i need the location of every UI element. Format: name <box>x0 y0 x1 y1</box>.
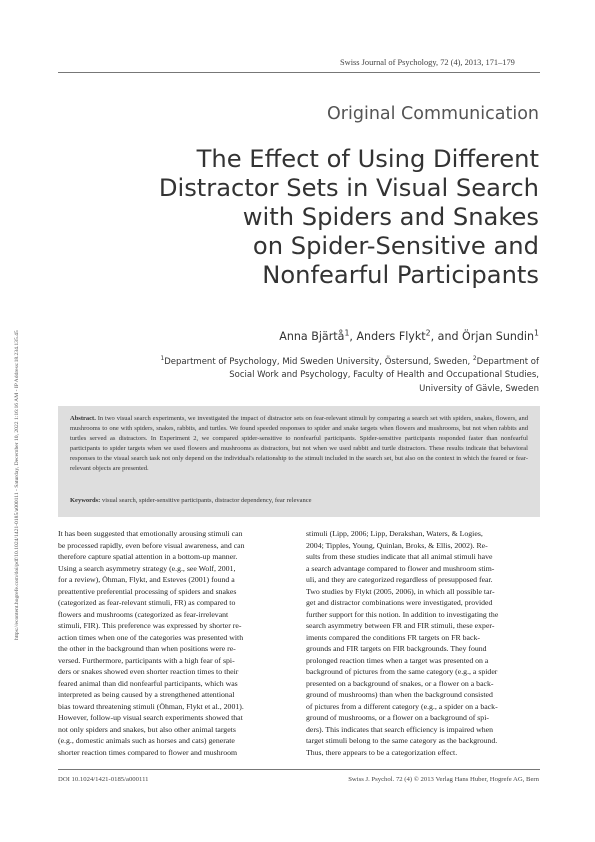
affiliation-line: University of Gävle, Sweden <box>419 383 539 394</box>
keywords-text: visual search, spider-sensitive participants, distractor dependency, fear relevance <box>101 497 312 504</box>
affiliations <box>109 356 539 396</box>
body-line: However, follow-up visual search experiments showed that <box>58 713 243 722</box>
body-line: ders or snakes showed even shorter reaction times to their <box>58 667 239 676</box>
header-rule <box>58 72 540 73</box>
body-line: Thus, there appears to be a categorization effect. <box>306 747 458 757</box>
body-line: interpreted as being caused by a strengthened attentional <box>58 690 235 699</box>
author-name: Anders Flykt <box>356 330 426 343</box>
author-separator: , <box>349 330 357 343</box>
body-line: feared animal than did nonfearful participants, which was <box>58 678 238 688</box>
body-line: (categorized as fear-relevant stimuli, FR) as compared to <box>58 598 236 607</box>
body-line: further support for this notion. In addition to investigating the <box>306 609 499 619</box>
body-line: not only spiders and snakes, but also other animal targets <box>58 724 236 734</box>
body-line: 2004; Tipples, Young, Quinlan, Broks, & Ellis, 2002). Re- <box>306 540 488 550</box>
body-line: get and distractor combinations were investigated, provided <box>306 598 493 607</box>
body-line: bias toward threatening stimuli (Öhman, Flykt et al., 2001). <box>58 701 244 711</box>
affiliation-line: Social Work and Psychology, Faculty of Health and Occupational Studies, <box>229 370 539 381</box>
body-line: a search advantage compared to flower and mushroom stim- <box>306 563 495 573</box>
body-line: target stimuli belong to the same category as the background. <box>306 736 498 745</box>
body-line: Using a search asymmetry strategy (e.g., see Wolf, 2001, <box>58 563 236 573</box>
keywords-label: Keywords: <box>70 497 101 504</box>
title-line: The Effect of Using Different <box>196 145 539 173</box>
title-line: Distractor Sets in Visual Search <box>158 174 539 202</box>
affil-text: Department of <box>476 357 539 367</box>
author-affil-marker: 1 <box>344 328 350 338</box>
body-line: grounds and FIR targets on FIR backgrounds. They found <box>306 644 487 653</box>
keywords <box>70 497 528 504</box>
body-line: versed. Furthermore, participants with a high fear of spi- <box>58 655 235 665</box>
abstract <box>70 414 528 474</box>
body-line: for a review), Öhman, Flykt, and Esteves (2001) found a <box>58 575 235 584</box>
affil-marker: 1 <box>160 355 165 363</box>
affil-marker: 2 <box>472 355 477 363</box>
body-line: be processed rapidly, even before visual awareness, and can <box>58 540 245 550</box>
abstract-text: In two visual search experiments, we investigated the impact of distractor sets on fear-relevant stimuli by comparing a search set with spiders, snakes, flowers, and mushrooms to one with spiders, snakes, rabbits, and turtles. We found speeded responses to spider and snake targets when flowers and mushrooms, but not when rabbits and turtles served as distractors. In Experiment 2, we compared spider-sensitive to nonfearful participants. Spider-sensitive participants responded faster than nonfearful participants to spider targets when we used flowers and mushrooms as distractors, but not when we used rabbit and turtle distractors. These results indicate that behavioral responses to the visual search task not only depend on the individual's relationship to the stimuli included in the search set, but also on the context in which the feared or fear-relevant objects are presented. <box>70 415 529 472</box>
body-line: preattentive preferential processing of spiders and snakes <box>58 586 237 596</box>
body-line: flowers and mushrooms (categorized as fear-irrelevant <box>58 609 229 619</box>
title-line: with Spiders and Snakes <box>242 203 539 231</box>
body-line: sults from these studies indicate that all animal stimuli have <box>306 552 493 561</box>
abstract-label: Abstract. <box>70 415 96 422</box>
body-line: search asymmetry between FR and FIR stimuli, these exper- <box>306 621 495 630</box>
download-watermark <box>4 190 20 640</box>
body-line: stimuli, FIR). This preference was expressed by shorter re- <box>58 621 242 630</box>
title-line: Nonfearful Participants <box>262 261 539 289</box>
body-line: Two studies by Flykt (2005, 2006), in which all possible tar- <box>306 586 495 596</box>
body-line: ground of mushrooms, or a flower on a background of spi- <box>306 713 489 722</box>
body-column-left <box>58 528 287 758</box>
body-line: of pictures from a different category (e.g., a spider on a back- <box>306 701 498 711</box>
body-line: ders). This indicates that search efficiency is impaired when <box>306 724 493 734</box>
body-line: therefore capture spatial attention in a bottom-up manner. <box>58 552 238 561</box>
article-title <box>99 145 539 290</box>
body-line: (e.g., domestic animals such as horses and cats) generate <box>58 736 235 745</box>
body-line: prolonged reaction times when a target was presented on a <box>306 655 489 665</box>
body-line: stimuli (Lipp, 2006; Lipp, Derakshan, Waters, & Logies, <box>306 529 483 538</box>
journal-header: Swiss Journal of Psychology, 72 (4), 2013, 171–179 <box>340 58 515 67</box>
body-line: background of pictures from the same category (e.g., a spider <box>306 667 498 676</box>
body-line: iments compared the conditions FR targets on FR back- <box>306 632 480 642</box>
copyright: Swiss J. Psychol. 72 (4) © 2013 Verlag Hans Huber, Hogrefe AG, Bern <box>348 776 539 783</box>
body-line: It has been suggested that emotionally arousing stimuli can <box>58 529 243 538</box>
author-list <box>279 330 539 343</box>
affiliation-line <box>109 356 539 369</box>
author-affil-marker: 1 <box>534 328 539 338</box>
body-line: shorter reaction times compared to flower and mushroom <box>58 747 238 757</box>
title-line: on Spider-Sensitive and <box>252 232 539 260</box>
affil-text: Department of Psychology, Mid Sweden University, Östersund, Sweden, <box>164 357 473 367</box>
body-line: ground of mushrooms) than when the background consisted <box>306 690 493 699</box>
body-line: presented on a background of snakes, or a flower on a back- <box>306 678 494 688</box>
body-line: uli, and they are categorized regardless of presupposed fear. <box>306 575 493 584</box>
author-affil-marker: 2 <box>425 328 431 338</box>
watermark-text: https://econtent.hogrefe.com/doi/pdf/10.1024/1421-0185/a000111 - Saturday, December 10, 2022 1:16:16 AM - IP Address:18.234.135.45 <box>14 330 20 640</box>
body-line: the other in the background than when positions were re- <box>58 644 236 653</box>
doi: DOI 10.1024/1421-0185/a000111 <box>58 776 149 783</box>
author-name: Örjan Sundin <box>462 330 535 343</box>
body-column-right <box>306 528 535 758</box>
author-name: Anna Bjärtå <box>279 330 345 343</box>
footer-rule <box>58 769 540 770</box>
section-label: Original Communication <box>327 104 539 124</box>
author-separator: , and <box>430 330 463 343</box>
body-line: action times when one of the categories was presented with <box>58 632 244 642</box>
